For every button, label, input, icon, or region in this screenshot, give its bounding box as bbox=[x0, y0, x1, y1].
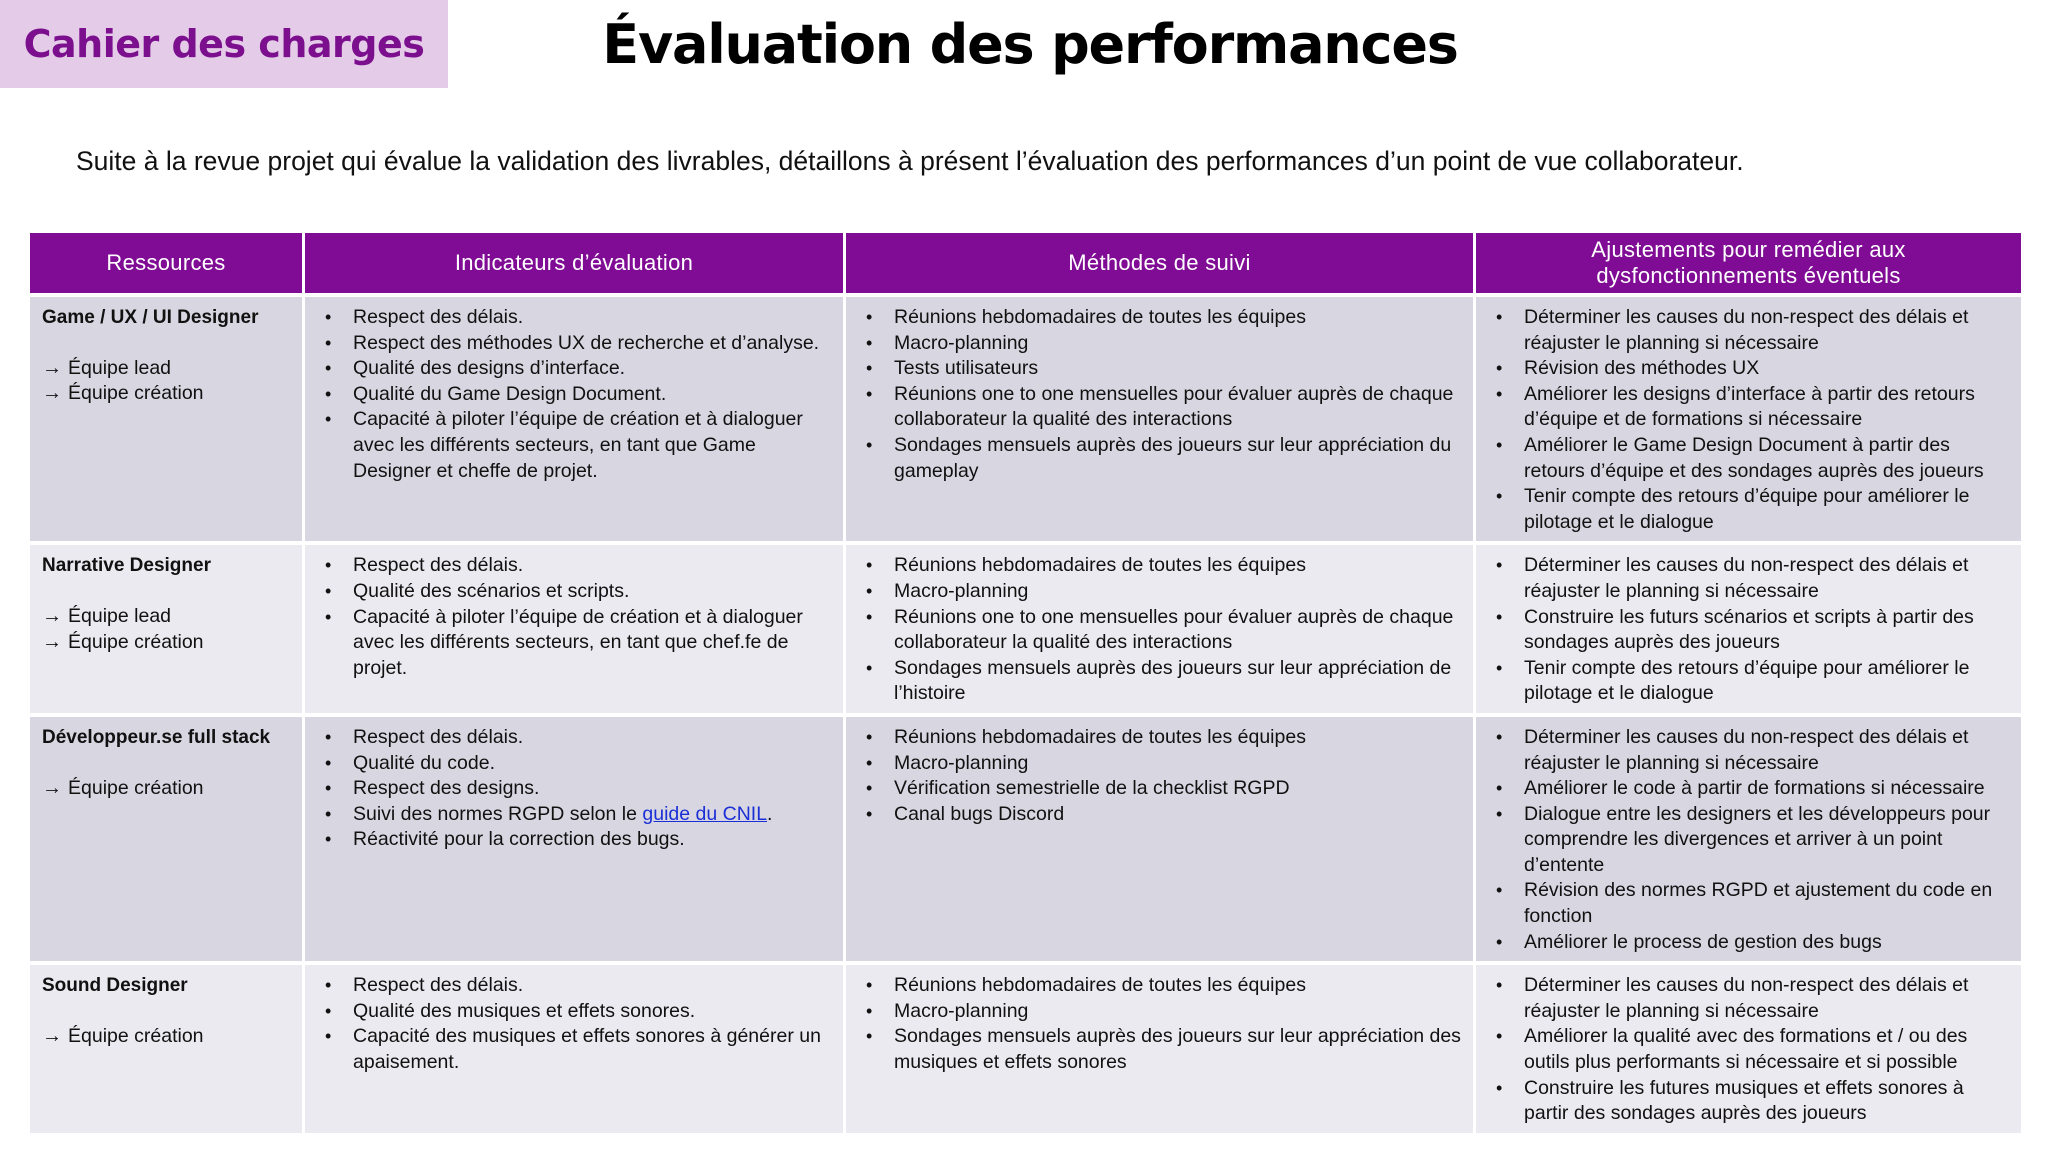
table-header-row bbox=[30, 233, 2021, 293]
list-item: • Qualité des musiques et effets sonores. bbox=[317, 999, 831, 1025]
list-item: • Révision des méthodes UX bbox=[1488, 356, 2009, 382]
resource-name: Narrative Designer bbox=[42, 555, 211, 577]
list-item: • Tenir compte des retours d’équipe pour améliorer le pilotage et le dialogue bbox=[1488, 656, 2009, 707]
arrow-right-icon: → bbox=[42, 776, 62, 799]
methods-cell bbox=[846, 297, 1473, 541]
list-item: • Qualité des scénarios et scripts. bbox=[317, 579, 831, 605]
list-item: • Macro-planning bbox=[858, 999, 1461, 1025]
resource-cell bbox=[30, 297, 302, 541]
methods-cell bbox=[846, 717, 1473, 961]
resource-name: Game / UX / UI Designer bbox=[42, 307, 259, 328]
team-item: → Équipe lead bbox=[42, 604, 290, 630]
methods-cell bbox=[846, 965, 1473, 1133]
list-item: • Réunions hebdomadaires de toutes les équipes bbox=[858, 973, 1461, 999]
list-item: • Qualité du Game Design Document. bbox=[317, 382, 831, 408]
section-tag bbox=[0, 0, 448, 88]
table-row bbox=[30, 545, 2021, 713]
list-item: • Réunions hebdomadaires de toutes les équipes bbox=[858, 553, 1461, 579]
list-item-rgpd: • Suivi des normes RGPD selon le guide du CNIL. bbox=[317, 802, 831, 828]
resource-cell bbox=[30, 545, 302, 713]
team-item: → Équipe création bbox=[42, 630, 290, 656]
list-item: • Sondages mensuels auprès des joueurs sur leur appréciation du gameplay bbox=[858, 433, 1461, 484]
arrow-right-icon: → bbox=[42, 604, 62, 627]
indicators-cell bbox=[305, 297, 843, 541]
list-item: • Capacité à piloter l’équipe de création et à dialoguer avec les différents secteurs, en tant que Game Designer et cheffe de projet. bbox=[317, 407, 831, 484]
list-item: • Respect des designs. bbox=[317, 776, 831, 802]
list-item: • Macro-planning bbox=[858, 579, 1461, 605]
indicators-cell bbox=[305, 965, 843, 1133]
list-item: • Réunions hebdomadaires de toutes les équipes bbox=[858, 725, 1461, 751]
list-item: • Macro-planning bbox=[858, 331, 1461, 357]
list-item: • Déterminer les causes du non-respect des délais et réajuster le planning si nécessaire bbox=[1488, 553, 2009, 604]
team-item: → Équipe création bbox=[42, 776, 290, 802]
indicators-cell bbox=[305, 545, 843, 713]
list-item: • Capacité des musiques et effets sonores à générer un apaisement. bbox=[317, 1024, 831, 1075]
list-item: • Dialogue entre les designers et les développeurs pour comprendre les divergences et arriver à un point d’entente bbox=[1488, 802, 2009, 879]
header-resources: Ressources bbox=[30, 233, 302, 293]
list-item: • Canal bugs Discord bbox=[858, 802, 1461, 828]
list-item: • Déterminer les causes du non-respect des délais et réajuster le planning si nécessaire bbox=[1488, 305, 2009, 356]
arrow-right-icon: → bbox=[42, 382, 62, 405]
resource-cell bbox=[30, 965, 302, 1133]
list-item: • Réunions one to one mensuelles pour évaluer auprès de chaque collaborateur la qualité des interactions bbox=[858, 382, 1461, 433]
resource-cell bbox=[30, 717, 302, 961]
adjustments-cell bbox=[1476, 545, 2021, 713]
arrow-right-icon: → bbox=[42, 630, 62, 653]
header-adjustments: Ajustements pour remédier aux dysfonctionnements éventuels bbox=[1476, 233, 2021, 293]
list-item: • Respect des délais. bbox=[317, 553, 831, 579]
table-row bbox=[30, 717, 2021, 961]
list-item: • Capacité à piloter l’équipe de création et à dialoguer avec les différents secteurs, en tant que chef.fe de projet. bbox=[317, 605, 831, 682]
list-item: • Vérification semestrielle de la checklist RGPD bbox=[858, 776, 1461, 802]
list-item: • Améliorer le Game Design Document à partir des retours d’équipe et des sondages auprès des joueurs bbox=[1488, 433, 2009, 484]
page-title: Évaluation des performances bbox=[602, 13, 1458, 76]
cnil-guide-link[interactable]: guide du CNIL bbox=[642, 802, 768, 825]
list-item: • Construire les futures musiques et effets sonores à partir des sondages auprès des joueurs bbox=[1488, 1076, 2009, 1127]
arrow-right-icon: → bbox=[42, 356, 62, 379]
list-item: • Déterminer les causes du non-respect des délais et réajuster le planning si nécessaire bbox=[1488, 973, 2009, 1024]
list-item: • Sondages mensuels auprès des joueurs sur leur appréciation de l’histoire bbox=[858, 656, 1461, 707]
header-indicators: Indicateurs d’évaluation bbox=[305, 233, 843, 293]
team-item: → Équipe lead bbox=[42, 356, 290, 382]
list-item: • Réactivité pour la correction des bugs. bbox=[317, 827, 831, 853]
table-row bbox=[30, 297, 2021, 541]
list-item: • Qualité des designs d’interface. bbox=[317, 356, 831, 382]
list-item: • Améliorer le process de gestion des bugs bbox=[1488, 930, 2009, 956]
header-methods: Méthodes de suivi bbox=[846, 233, 1473, 293]
list-item: • Améliorer les designs d’interface à partir des retours d’équipe et de formations si nécessaire bbox=[1488, 382, 2009, 433]
section-tag-label: Cahier des charges bbox=[23, 22, 425, 66]
list-item: • Sondages mensuels auprès des joueurs sur leur appréciation des musiques et effets sonores bbox=[858, 1024, 1461, 1075]
team-item: → Équipe création bbox=[42, 1024, 290, 1050]
adjustments-cell bbox=[1476, 965, 2021, 1133]
list-item: • Réunions hebdomadaires de toutes les équipes bbox=[858, 305, 1461, 331]
indicators-cell bbox=[305, 717, 843, 961]
list-item: • Améliorer le code à partir de formations si nécessaire bbox=[1488, 776, 2009, 802]
arrow-right-icon: → bbox=[42, 1024, 62, 1047]
adjustments-cell bbox=[1476, 297, 2021, 541]
list-item: • Qualité du code. bbox=[317, 751, 831, 777]
list-item: • Tests utilisateurs bbox=[858, 356, 1461, 382]
list-item: • Réunions one to one mensuelles pour évaluer auprès de chaque collaborateur la qualité des interactions bbox=[858, 605, 1461, 656]
team-item: → Équipe création bbox=[42, 381, 290, 407]
resource-name: Sound Designer bbox=[42, 975, 188, 997]
list-item: • Construire les futurs scénarios et scripts à partir des sondages auprès des joueurs bbox=[1488, 605, 2009, 656]
list-item: • Macro-planning bbox=[858, 751, 1461, 777]
list-item: • Respect des délais. bbox=[317, 725, 831, 751]
table-row bbox=[30, 965, 2021, 1133]
list-item: • Déterminer les causes du non-respect des délais et réajuster le planning si nécessaire bbox=[1488, 725, 2009, 776]
list-item: • Respect des délais. bbox=[317, 305, 831, 331]
intro-text: Suite à la revue projet qui évalue la validation des livrables, détaillons à présent l’évaluation des performances d’un point de vue collaborateur. bbox=[76, 146, 1744, 176]
methods-cell bbox=[846, 545, 1473, 713]
list-item: • Améliorer la qualité avec des formations et / ou des outils plus performants si nécessaire et si possible bbox=[1488, 1024, 2009, 1075]
list-item: • Révision des normes RGPD et ajustement du code en fonction bbox=[1488, 878, 2009, 929]
resource-name: Développeur.se full stack bbox=[42, 726, 271, 748]
list-item: • Tenir compte des retours d’équipe pour améliorer le pilotage et le dialogue bbox=[1488, 484, 2009, 535]
performance-table bbox=[27, 229, 2024, 1137]
list-item: • Respect des délais. bbox=[317, 973, 831, 999]
list-item: • Respect des méthodes UX de recherche et d’analyse. bbox=[317, 331, 831, 357]
adjustments-cell bbox=[1476, 717, 2021, 961]
